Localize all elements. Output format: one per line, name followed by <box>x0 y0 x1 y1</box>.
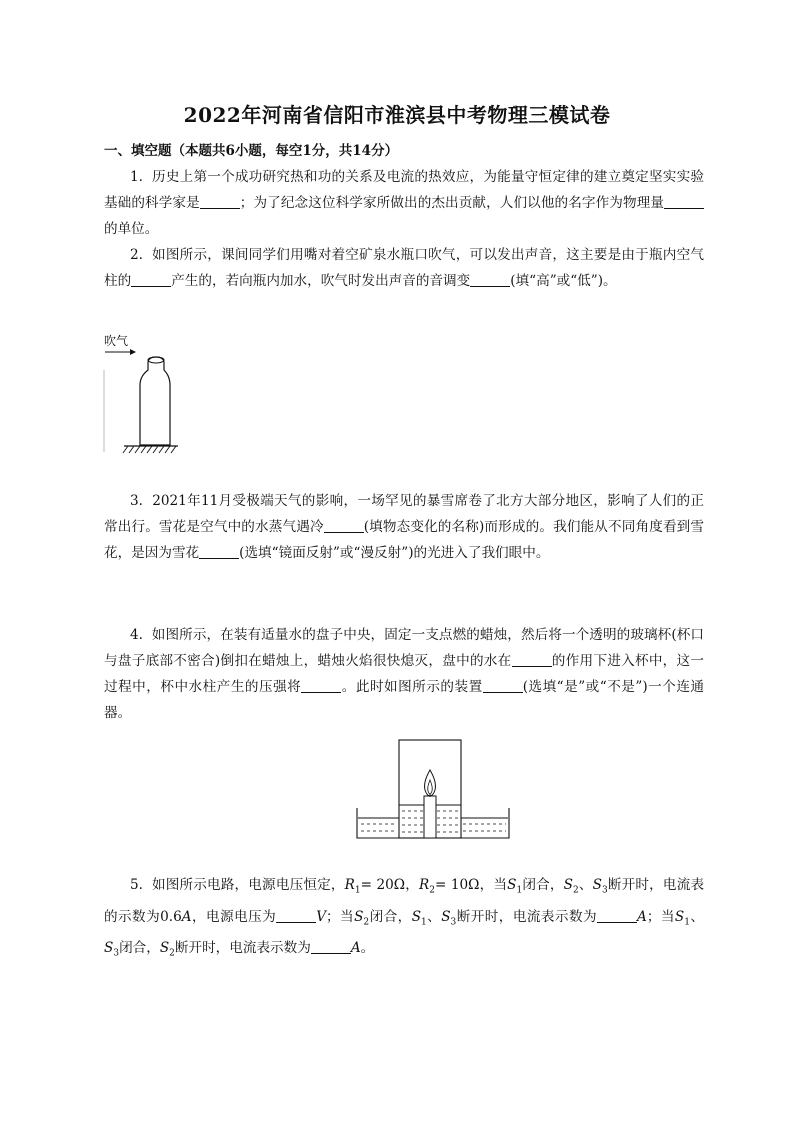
question-text: 闭合， <box>522 877 564 893</box>
question-number: 2. <box>130 247 143 263</box>
answer-blank[interactable] <box>301 678 341 693</box>
question-text: 如图所示，课间同学们用嘴对着空矿泉水瓶口吹气，可以发出声音，这主要是由于瓶内空气柱的 <box>104 247 704 289</box>
candle-figure <box>355 738 511 842</box>
symbol-subscript: 1 <box>421 917 427 928</box>
candle-diagram <box>355 738 511 842</box>
answer-blank[interactable] <box>324 518 364 533</box>
answer-blank[interactable] <box>483 678 523 693</box>
question-number: 3. <box>130 493 143 509</box>
answer-blank[interactable] <box>200 194 240 209</box>
punctuation: 、 <box>689 908 705 925</box>
symbol-r2: R <box>419 877 430 893</box>
question-text: 断开时，电流表的示数为0.6 <box>104 877 705 925</box>
section-heading: 一、填空题（本题共6小题，每空1分，共14分） <box>104 143 399 159</box>
answer-blank[interactable] <box>664 194 704 209</box>
symbol-subscript: 3 <box>113 949 120 960</box>
symbol-s1: S <box>507 877 517 893</box>
question-text: 。此时如图所示的装置 <box>341 679 483 695</box>
question-text: ；当 <box>646 908 675 925</box>
symbol-subscript: 3 <box>450 917 457 928</box>
unit-ampere: A <box>181 908 192 925</box>
question-5 <box>104 872 704 967</box>
symbol-subscript: 3 <box>601 885 608 896</box>
answer-blank[interactable] <box>311 939 351 954</box>
question-text: 产生的，若向瓶内加水，吹气时发出声音的音调变 <box>171 273 471 289</box>
value-r1: = 20Ω <box>360 877 406 893</box>
symbol-r1: R <box>344 877 355 893</box>
punctuation: 、 <box>578 877 593 893</box>
question-text: (选填“镜面反射”或“漫反射”)的光进入了我们眼中。 <box>239 545 550 561</box>
answer-blank[interactable] <box>597 908 637 923</box>
question-text: 闭合， <box>369 908 412 925</box>
symbol-s3: S <box>104 940 114 957</box>
question-text: (填物态变化的名称)而形成的。我们能从不同角度看到雪花，是因为雪花 <box>104 519 704 561</box>
question-text: (填“高”或“低”)。 <box>510 273 617 289</box>
symbol-s1: S <box>674 908 685 925</box>
answer-blank[interactable] <box>512 652 552 667</box>
question-3 <box>104 488 704 566</box>
question-number: 4. <box>130 627 143 643</box>
question-text: 2021年11月受极端天气的影响，一场罕见的暴雪席卷了北方大部分地区，影响了人们的正常出行。雪花是空气中的水蒸气遇冷 <box>104 493 704 535</box>
answer-blank[interactable] <box>276 908 316 923</box>
question-text: 。 <box>360 940 375 957</box>
page-title: 2022年河南省信阳市淮滨县中考物理三模试卷 <box>183 103 611 127</box>
question-text: 如图所示电路，电源电压恒定， <box>151 877 345 893</box>
question-text: 断开时，电流表示数为 <box>456 908 598 925</box>
unit-volt: V <box>316 908 327 925</box>
question-text: ，电源电压为 <box>191 908 277 925</box>
symbol-subscript: 1 <box>516 885 523 896</box>
symbol-s3: S <box>592 877 602 893</box>
answer-blank[interactable] <box>131 272 171 287</box>
bottle-figure <box>100 330 190 460</box>
question-number: 1. <box>130 169 143 185</box>
symbol-s2: S <box>563 877 573 893</box>
question-text: 如图所示，在装有适量水的盘子中央，固定一支点燃的蜡烛，然后将一个透明的玻璃杯(杯口与盘子底部不密合)倒扣在蜡烛上，蜡烛火焰很快熄灭，盘中的水在 <box>104 627 704 669</box>
symbol-subscript: 1 <box>354 885 361 896</box>
punctuation: ， <box>405 877 419 893</box>
question-number: 5. <box>130 877 143 893</box>
answer-blank[interactable] <box>470 272 510 287</box>
symbol-subscript: 2 <box>429 885 435 896</box>
answer-blank[interactable] <box>199 544 239 559</box>
question-text: 断开时，电流表示数为 <box>174 940 311 957</box>
symbol-s2: S <box>159 940 170 957</box>
unit-ampere: A <box>350 940 361 957</box>
question-text: 闭合， <box>119 940 160 957</box>
unit-ampere: A <box>637 908 647 925</box>
question-text: 的单位。 <box>104 221 159 237</box>
symbol-subscript: 1 <box>684 917 690 928</box>
value-r2: = 10Ω <box>434 877 480 893</box>
question-text: ；为了纪念这位科学家所做出的杰出贡献，人们以他的名字作为物理量 <box>239 195 665 211</box>
symbol-subscript: 2 <box>363 917 370 928</box>
question-1 <box>104 164 704 242</box>
blow-label: 吹气 <box>104 334 129 348</box>
bottle-diagram <box>100 330 190 460</box>
question-text: (选填“是”或“不是”)一个连通器。 <box>104 679 705 721</box>
symbol-subscript: 2 <box>572 885 579 896</box>
symbol-s3: S <box>441 908 451 925</box>
question-4 <box>104 622 704 726</box>
punctuation: 、 <box>426 908 442 925</box>
symbol-s2: S <box>354 908 364 925</box>
question-text: 历史上第一个成功研究热和功的关系及电流的热效应，为能量守恒定律的建立奠定坚实实验基础的科学家是 <box>104 169 704 211</box>
question-text: ；当 <box>326 908 355 925</box>
symbol-subscript: 2 <box>169 949 175 960</box>
symbol-s1: S <box>411 908 422 925</box>
question-text: ，当 <box>479 877 508 893</box>
question-2 <box>104 242 704 294</box>
question-text: 的作用下进入杯中，这一过程中，杯中水柱产生的压强将 <box>104 653 704 695</box>
